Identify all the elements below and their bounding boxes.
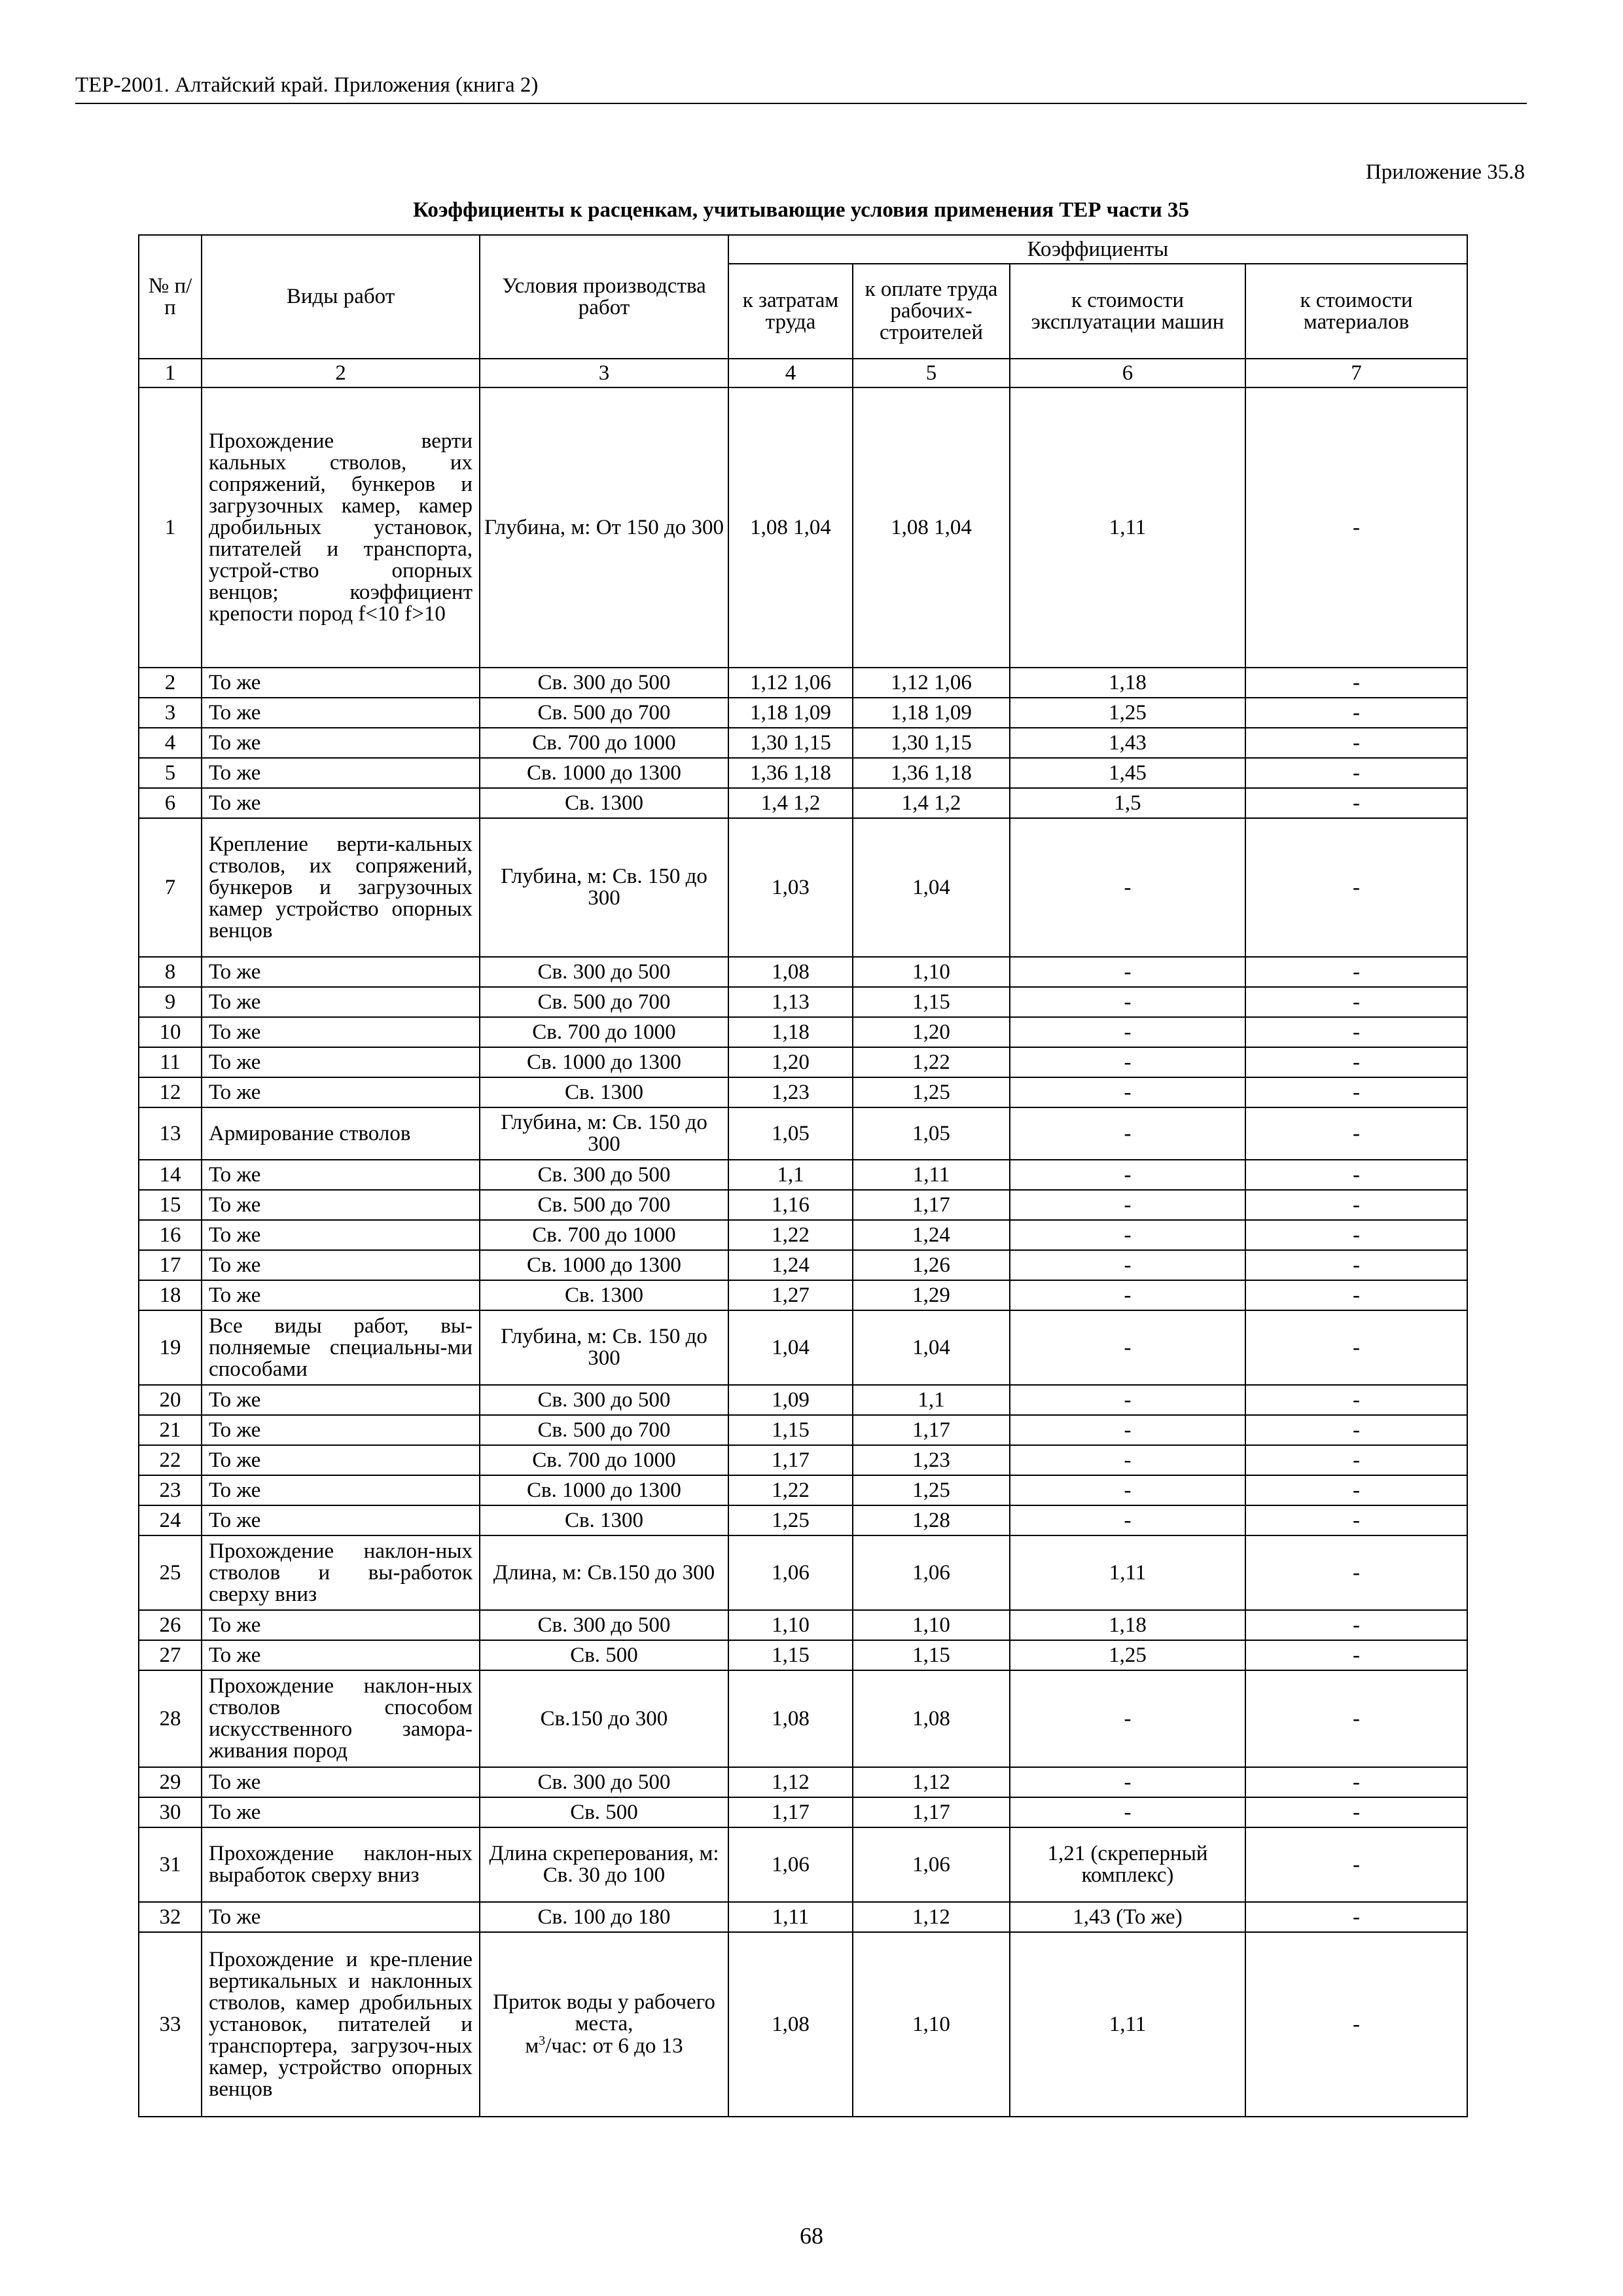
- work-conditions: Св. 700 до 1000: [480, 728, 728, 758]
- work-type: То же: [202, 1190, 480, 1220]
- work-type: То же: [202, 1505, 480, 1535]
- work-type: То же: [202, 788, 480, 818]
- work-type: Все виды работ, вы-полняемые специальны-ми способами: [202, 1310, 480, 1385]
- coef-materials: -: [1245, 1767, 1467, 1797]
- header-materials: к стоимости материалов: [1245, 264, 1467, 359]
- work-conditions: Св. 1300: [480, 1505, 728, 1535]
- table-row: [139, 1310, 1467, 1385]
- row-number: 16: [139, 1220, 202, 1250]
- header-labor: к затратам труда: [728, 264, 853, 359]
- work-conditions: Св. 1000 до 1300: [480, 1475, 728, 1505]
- table-row: [139, 728, 1467, 758]
- coef-labor: 1,22: [728, 1220, 853, 1250]
- table-row: [139, 1610, 1467, 1640]
- coef-pay: 1,17: [853, 1797, 1010, 1827]
- work-conditions: Св.150 до 300: [480, 1670, 728, 1767]
- work-conditions: Длина, м: Св.150 до 300: [480, 1535, 728, 1610]
- coef-pay: 1,4 1,2: [853, 788, 1010, 818]
- row-number: 30: [139, 1797, 202, 1827]
- row-number: 19: [139, 1310, 202, 1385]
- table-title: Коэффициенты к расценкам, учитывающие условия применения ТЕР части 35: [413, 198, 1189, 222]
- work-conditions: Св. 500 до 700: [480, 698, 728, 728]
- work-conditions: Св. 300 до 500: [480, 1385, 728, 1415]
- row-number: 22: [139, 1445, 202, 1475]
- coef-labor: 1,20: [728, 1047, 853, 1077]
- table-row: [139, 1385, 1467, 1415]
- coef-machines: -: [1010, 1077, 1245, 1107]
- coef-materials: -: [1245, 1047, 1467, 1077]
- work-type: То же: [202, 1385, 480, 1415]
- work-conditions: Глубина, м: Св. 150 до 300: [480, 1107, 728, 1160]
- coef-pay: 1,08 1,04: [853, 387, 1010, 668]
- work-type: То же: [202, 1077, 480, 1107]
- coef-machines: 1,45: [1010, 758, 1245, 788]
- row-number: 31: [139, 1827, 202, 1902]
- header-work: Виды работ: [202, 235, 480, 359]
- unit-base: м: [525, 2034, 539, 2058]
- work-type: Прохождение и кре-пление вертикальных и наклонных стволов, камер дробильных установок, питателей и транспортера, загрузоч-ных камер, устройство опорных венцов: [202, 1932, 480, 2117]
- table-row: [139, 668, 1467, 698]
- coef-pay: 1,12: [853, 1767, 1010, 1797]
- work-type: То же: [202, 957, 480, 987]
- coef-materials: -: [1245, 957, 1467, 987]
- work-conditions: Св. 500 до 700: [480, 1190, 728, 1220]
- work-conditions: Св. 1300: [480, 1077, 728, 1107]
- coef-materials: -: [1245, 1385, 1467, 1415]
- table-row: [139, 987, 1467, 1017]
- work-conditions: Св. 500 до 700: [480, 987, 728, 1017]
- coef-labor: 1,16: [728, 1190, 853, 1220]
- coef-pay: 1,17: [853, 1190, 1010, 1220]
- appendix-label: Приложение 35.8: [1365, 160, 1525, 184]
- coef-labor: 1,12: [728, 1767, 853, 1797]
- row-number: 27: [139, 1640, 202, 1670]
- coef-pay: 1,36 1,18: [853, 758, 1010, 788]
- table-row: [139, 1190, 1467, 1220]
- coef-pay: 1,04: [853, 818, 1010, 957]
- coef-pay: 1,15: [853, 987, 1010, 1017]
- coef-labor: 1,03: [728, 818, 853, 957]
- coef-pay: 1,12: [853, 1902, 1010, 1932]
- coef-materials: -: [1245, 1902, 1467, 1932]
- coef-labor: 1,12 1,06: [728, 668, 853, 698]
- coef-machines: -: [1010, 1047, 1245, 1077]
- work-conditions: Св. 300 до 500: [480, 1767, 728, 1797]
- work-type: То же: [202, 1415, 480, 1445]
- work-type: То же: [202, 728, 480, 758]
- work-conditions: Глубина, м: Св. 150 до 300: [480, 818, 728, 957]
- coef-labor: 1,13: [728, 987, 853, 1017]
- coef-materials: -: [1245, 1077, 1467, 1107]
- table-row: [139, 1107, 1467, 1160]
- work-type: То же: [202, 668, 480, 698]
- coef-pay: 1,28: [853, 1505, 1010, 1535]
- table-row: [139, 1220, 1467, 1250]
- row-number: 17: [139, 1250, 202, 1280]
- unit-exponent: 3: [539, 2034, 546, 2048]
- coef-materials: -: [1245, 987, 1467, 1017]
- row-number: 1: [139, 387, 202, 668]
- work-type: То же: [202, 987, 480, 1017]
- table-row: [139, 818, 1467, 957]
- row-number: 12: [139, 1077, 202, 1107]
- table-row: [139, 957, 1467, 987]
- coef-materials: -: [1245, 1280, 1467, 1310]
- table-row: [139, 1415, 1467, 1445]
- coef-labor: 1,30 1,15: [728, 728, 853, 758]
- work-conditions: Св. 500 до 700: [480, 1415, 728, 1445]
- coef-machines: 1,21 (скреперный комплекс): [1010, 1827, 1245, 1902]
- coef-machines: 1,25: [1010, 1640, 1245, 1670]
- coef-materials: -: [1245, 758, 1467, 788]
- coef-materials: -: [1245, 1250, 1467, 1280]
- coef-machines: 1,5: [1010, 788, 1245, 818]
- col-number: 7: [1245, 359, 1467, 387]
- coef-machines: -: [1010, 1190, 1245, 1220]
- coef-labor: 1,05: [728, 1107, 853, 1160]
- coef-machines: -: [1010, 1475, 1245, 1505]
- work-conditions: Св. 300 до 500: [480, 1160, 728, 1190]
- header-pay: к оплате труда рабочих-строителей: [853, 264, 1010, 359]
- coef-materials: -: [1245, 1017, 1467, 1047]
- coef-labor: 1,08: [728, 1932, 853, 2117]
- row-number: 29: [139, 1767, 202, 1797]
- table-row: [139, 1535, 1467, 1610]
- coef-pay: 1,10: [853, 1932, 1010, 2117]
- coef-labor: 1,06: [728, 1827, 853, 1902]
- work-conditions: Св. 300 до 500: [480, 957, 728, 987]
- coef-machines: -: [1010, 1445, 1245, 1475]
- work-conditions: Св. 1300: [480, 788, 728, 818]
- row-number: 28: [139, 1670, 202, 1767]
- coef-labor: 1,17: [728, 1797, 853, 1827]
- coef-machines: 1,18: [1010, 1610, 1245, 1640]
- coef-labor: 1,17: [728, 1445, 853, 1475]
- coef-machines: -: [1010, 1280, 1245, 1310]
- work-conditions: Св. 700 до 1000: [480, 1220, 728, 1250]
- coef-labor: 1,25: [728, 1505, 853, 1535]
- running-header: ТЕР-2001. Алтайский край. Приложения (книга 2): [75, 73, 1527, 104]
- coef-pay: 1,10: [853, 957, 1010, 987]
- coef-materials: -: [1245, 1797, 1467, 1827]
- coef-labor: 1,10: [728, 1610, 853, 1640]
- coef-labor: 1,08: [728, 1670, 853, 1767]
- coef-labor: 1,18 1,09: [728, 698, 853, 728]
- coef-materials: -: [1245, 698, 1467, 728]
- table-row: [139, 1640, 1467, 1670]
- work-type: Армирование стволов: [202, 1107, 480, 1160]
- coef-machines: -: [1010, 818, 1245, 957]
- table-row: [139, 1475, 1467, 1505]
- coef-pay: 1,24: [853, 1220, 1010, 1250]
- coef-pay: 1,18 1,09: [853, 698, 1010, 728]
- table-row: [139, 1827, 1467, 1902]
- table-row: [139, 1047, 1467, 1077]
- table-row: [139, 758, 1467, 788]
- coef-pay: 1,1: [853, 1385, 1010, 1415]
- table-row: [139, 1160, 1467, 1190]
- work-type: То же: [202, 1047, 480, 1077]
- coef-pay: 1,08: [853, 1670, 1010, 1767]
- coef-machines: -: [1010, 1670, 1245, 1767]
- work-conditions: Св. 300 до 500: [480, 668, 728, 698]
- coef-materials: -: [1245, 1415, 1467, 1445]
- row-number: 10: [139, 1017, 202, 1047]
- coef-labor: 1,23: [728, 1077, 853, 1107]
- coef-materials: -: [1245, 1535, 1467, 1610]
- coef-pay: 1,05: [853, 1107, 1010, 1160]
- coef-pay: 1,29: [853, 1280, 1010, 1310]
- col-number: 3: [480, 359, 728, 387]
- work-type: То же: [202, 1475, 480, 1505]
- work-type: То же: [202, 1902, 480, 1932]
- coef-machines: -: [1010, 1505, 1245, 1535]
- coef-materials: -: [1245, 1220, 1467, 1250]
- table-row: [139, 1280, 1467, 1310]
- coef-machines: -: [1010, 1160, 1245, 1190]
- coef-pay: 1,25: [853, 1077, 1010, 1107]
- row-number: 4: [139, 728, 202, 758]
- table-row: [139, 1767, 1467, 1797]
- conditions-text: Приток воды у рабочего места,: [493, 1990, 715, 2036]
- work-conditions: Длина скреперования, м: Св. 30 до 100: [480, 1827, 728, 1902]
- work-conditions: Глубина, м: От 150 до 300: [480, 387, 728, 668]
- work-type: Прохождение верти кальных стволов, их сопряжений, бункеров и загрузочных камер, камер дробильных установок, питателей и транспорта, устрой-ство опорных венцов; коэффициент крепости пород f<10 f>10: [202, 387, 480, 668]
- header-num: № п/п: [139, 235, 202, 359]
- work-type: То же: [202, 1767, 480, 1797]
- table-row: [139, 1250, 1467, 1280]
- row-number: 18: [139, 1280, 202, 1310]
- work-conditions: Св. 1000 до 1300: [480, 1047, 728, 1077]
- coef-machines: -: [1010, 957, 1245, 987]
- coef-machines: -: [1010, 987, 1245, 1017]
- row-number: 25: [139, 1535, 202, 1610]
- coef-pay: 1,06: [853, 1535, 1010, 1610]
- coef-materials: -: [1245, 1107, 1467, 1160]
- work-conditions: Св. 500: [480, 1640, 728, 1670]
- col-number: 2: [202, 359, 480, 387]
- work-conditions: Св. 300 до 500: [480, 1610, 728, 1640]
- row-number: 3: [139, 698, 202, 728]
- coef-machines: 1,18: [1010, 668, 1245, 698]
- coef-materials: -: [1245, 668, 1467, 698]
- coef-materials: -: [1245, 1310, 1467, 1385]
- col-number: 5: [853, 359, 1010, 387]
- work-type: Прохождение наклон-ных стволов способом искусственного замора-живания пород: [202, 1670, 480, 1767]
- coef-materials: -: [1245, 387, 1467, 668]
- coef-labor: 1,15: [728, 1640, 853, 1670]
- table-row: [139, 1902, 1467, 1932]
- coef-machines: 1,11: [1010, 1932, 1245, 2117]
- table-row: [139, 1017, 1467, 1047]
- work-type: То же: [202, 758, 480, 788]
- coef-labor: 1,08: [728, 957, 853, 987]
- coef-machines: 1,25: [1010, 698, 1245, 728]
- coef-materials: -: [1245, 818, 1467, 957]
- table-row: [139, 1505, 1467, 1535]
- work-type: То же: [202, 1280, 480, 1310]
- row-number: 7: [139, 818, 202, 957]
- work-type: Прохождение наклон-ных выработок сверху вниз: [202, 1827, 480, 1902]
- coef-materials: -: [1245, 1505, 1467, 1535]
- table-row: [139, 788, 1467, 818]
- coef-labor: 1,36 1,18: [728, 758, 853, 788]
- coef-pay: 1,11: [853, 1160, 1010, 1190]
- work-type: То же: [202, 1610, 480, 1640]
- table-body: [139, 387, 1467, 2117]
- coef-materials: -: [1245, 1827, 1467, 1902]
- work-type: То же: [202, 1017, 480, 1047]
- table-row: [139, 1445, 1467, 1475]
- work-conditions: Глубина, м: Св. 150 до 300: [480, 1310, 728, 1385]
- coef-pay: 1,15: [853, 1640, 1010, 1670]
- coef-pay: 1,20: [853, 1017, 1010, 1047]
- coef-labor: 1,04: [728, 1310, 853, 1385]
- coefficients-table: [138, 234, 1468, 2117]
- coef-materials: -: [1245, 1610, 1467, 1640]
- work-conditions: Св. 700 до 1000: [480, 1017, 728, 1047]
- coef-materials: -: [1245, 1475, 1467, 1505]
- coef-pay: 1,12 1,06: [853, 668, 1010, 698]
- row-number: 11: [139, 1047, 202, 1077]
- coef-labor: 1,24: [728, 1250, 853, 1280]
- coef-materials: -: [1245, 788, 1467, 818]
- coef-pay: 1,26: [853, 1250, 1010, 1280]
- table-row: [139, 1670, 1467, 1767]
- coef-labor: 1,08 1,04: [728, 387, 853, 668]
- coef-materials: -: [1245, 728, 1467, 758]
- table-row: [139, 387, 1467, 668]
- coef-labor: 1,1: [728, 1160, 853, 1190]
- row-number: 9: [139, 987, 202, 1017]
- coef-machines: -: [1010, 1250, 1245, 1280]
- coef-labor: 1,4 1,2: [728, 788, 853, 818]
- header-coefficients-group: Коэффициенты: [728, 235, 1467, 264]
- row-number: 8: [139, 957, 202, 987]
- coef-materials: -: [1245, 1670, 1467, 1767]
- row-number: 13: [139, 1107, 202, 1160]
- work-type: То же: [202, 698, 480, 728]
- row-number: 24: [139, 1505, 202, 1535]
- row-number: 6: [139, 788, 202, 818]
- row-number: 21: [139, 1415, 202, 1445]
- coef-machines: -: [1010, 1385, 1245, 1415]
- coef-machines: 1,43 (То же): [1010, 1902, 1245, 1932]
- work-type: Крепление верти-кальных стволов, их сопряжений, бункеров и загрузочных камер устройство опорных венцов: [202, 818, 480, 957]
- row-number: 26: [139, 1610, 202, 1640]
- work-type: То же: [202, 1250, 480, 1280]
- row-number: 15: [139, 1190, 202, 1220]
- table-row: [139, 1932, 1467, 2117]
- header-machines: к стоимости эксплуатации машин: [1010, 264, 1245, 359]
- coef-labor: 1,27: [728, 1280, 853, 1310]
- coef-machines: -: [1010, 1415, 1245, 1445]
- coef-machines: -: [1010, 1107, 1245, 1160]
- work-conditions: Св. 1300: [480, 1280, 728, 1310]
- work-type: То же: [202, 1445, 480, 1475]
- col-number: 1: [139, 359, 202, 387]
- coef-materials: -: [1245, 1160, 1467, 1190]
- conditions-tail: /час: от 6 до 13: [545, 2034, 683, 2058]
- coef-pay: 1,30 1,15: [853, 728, 1010, 758]
- coef-materials: -: [1245, 1190, 1467, 1220]
- coef-materials: -: [1245, 1932, 1467, 2117]
- coef-pay: 1,04: [853, 1310, 1010, 1385]
- coef-pay: 1,06: [853, 1827, 1010, 1902]
- coef-labor: 1,06: [728, 1535, 853, 1610]
- coef-pay: 1,23: [853, 1445, 1010, 1475]
- coef-machines: -: [1010, 1220, 1245, 1250]
- row-number: 32: [139, 1902, 202, 1932]
- coef-materials: -: [1245, 1445, 1467, 1475]
- coef-machines: -: [1010, 1017, 1245, 1047]
- work-type: Прохождение наклон-ных стволов и вы-работок сверху вниз: [202, 1535, 480, 1610]
- coef-labor: 1,09: [728, 1385, 853, 1415]
- coef-machines: 1,43: [1010, 728, 1245, 758]
- row-number: 33: [139, 1932, 202, 2117]
- row-number: 5: [139, 758, 202, 788]
- work-conditions: Св. 100 до 180: [480, 1902, 728, 1932]
- coef-labor: 1,15: [728, 1415, 853, 1445]
- row-number: 14: [139, 1160, 202, 1190]
- coef-machines: -: [1010, 1310, 1245, 1385]
- table-row: [139, 1797, 1467, 1827]
- work-type: То же: [202, 1160, 480, 1190]
- coef-pay: 1,25: [853, 1475, 1010, 1505]
- coef-machines: 1,11: [1010, 387, 1245, 668]
- col-number: 4: [728, 359, 853, 387]
- row-number: 23: [139, 1475, 202, 1505]
- work-conditions: Св. 500: [480, 1797, 728, 1827]
- work-type: То же: [202, 1797, 480, 1827]
- coef-pay: 1,22: [853, 1047, 1010, 1077]
- work-conditions: Св. 1000 до 1300: [480, 758, 728, 788]
- header-conditions: Условия производства работ: [480, 235, 728, 359]
- coef-labor: 1,11: [728, 1902, 853, 1932]
- coef-machines: -: [1010, 1767, 1245, 1797]
- col-number: 6: [1010, 359, 1245, 387]
- row-number: 20: [139, 1385, 202, 1415]
- coef-labor: 1,18: [728, 1017, 853, 1047]
- table-row: [139, 1077, 1467, 1107]
- coef-pay: 1,17: [853, 1415, 1010, 1445]
- coef-labor: 1,22: [728, 1475, 853, 1505]
- coef-pay: 1,10: [853, 1610, 1010, 1640]
- work-type: То же: [202, 1220, 480, 1250]
- coef-machines: 1,11: [1010, 1535, 1245, 1610]
- work-type: То же: [202, 1640, 480, 1670]
- work-conditions: [480, 1932, 728, 2117]
- work-conditions: Св. 1000 до 1300: [480, 1250, 728, 1280]
- page-number: 68: [800, 2223, 823, 2249]
- table-row: [139, 698, 1467, 728]
- row-number: 2: [139, 668, 202, 698]
- work-conditions: Св. 700 до 1000: [480, 1445, 728, 1475]
- coef-machines: -: [1010, 1797, 1245, 1827]
- coef-materials: -: [1245, 1640, 1467, 1670]
